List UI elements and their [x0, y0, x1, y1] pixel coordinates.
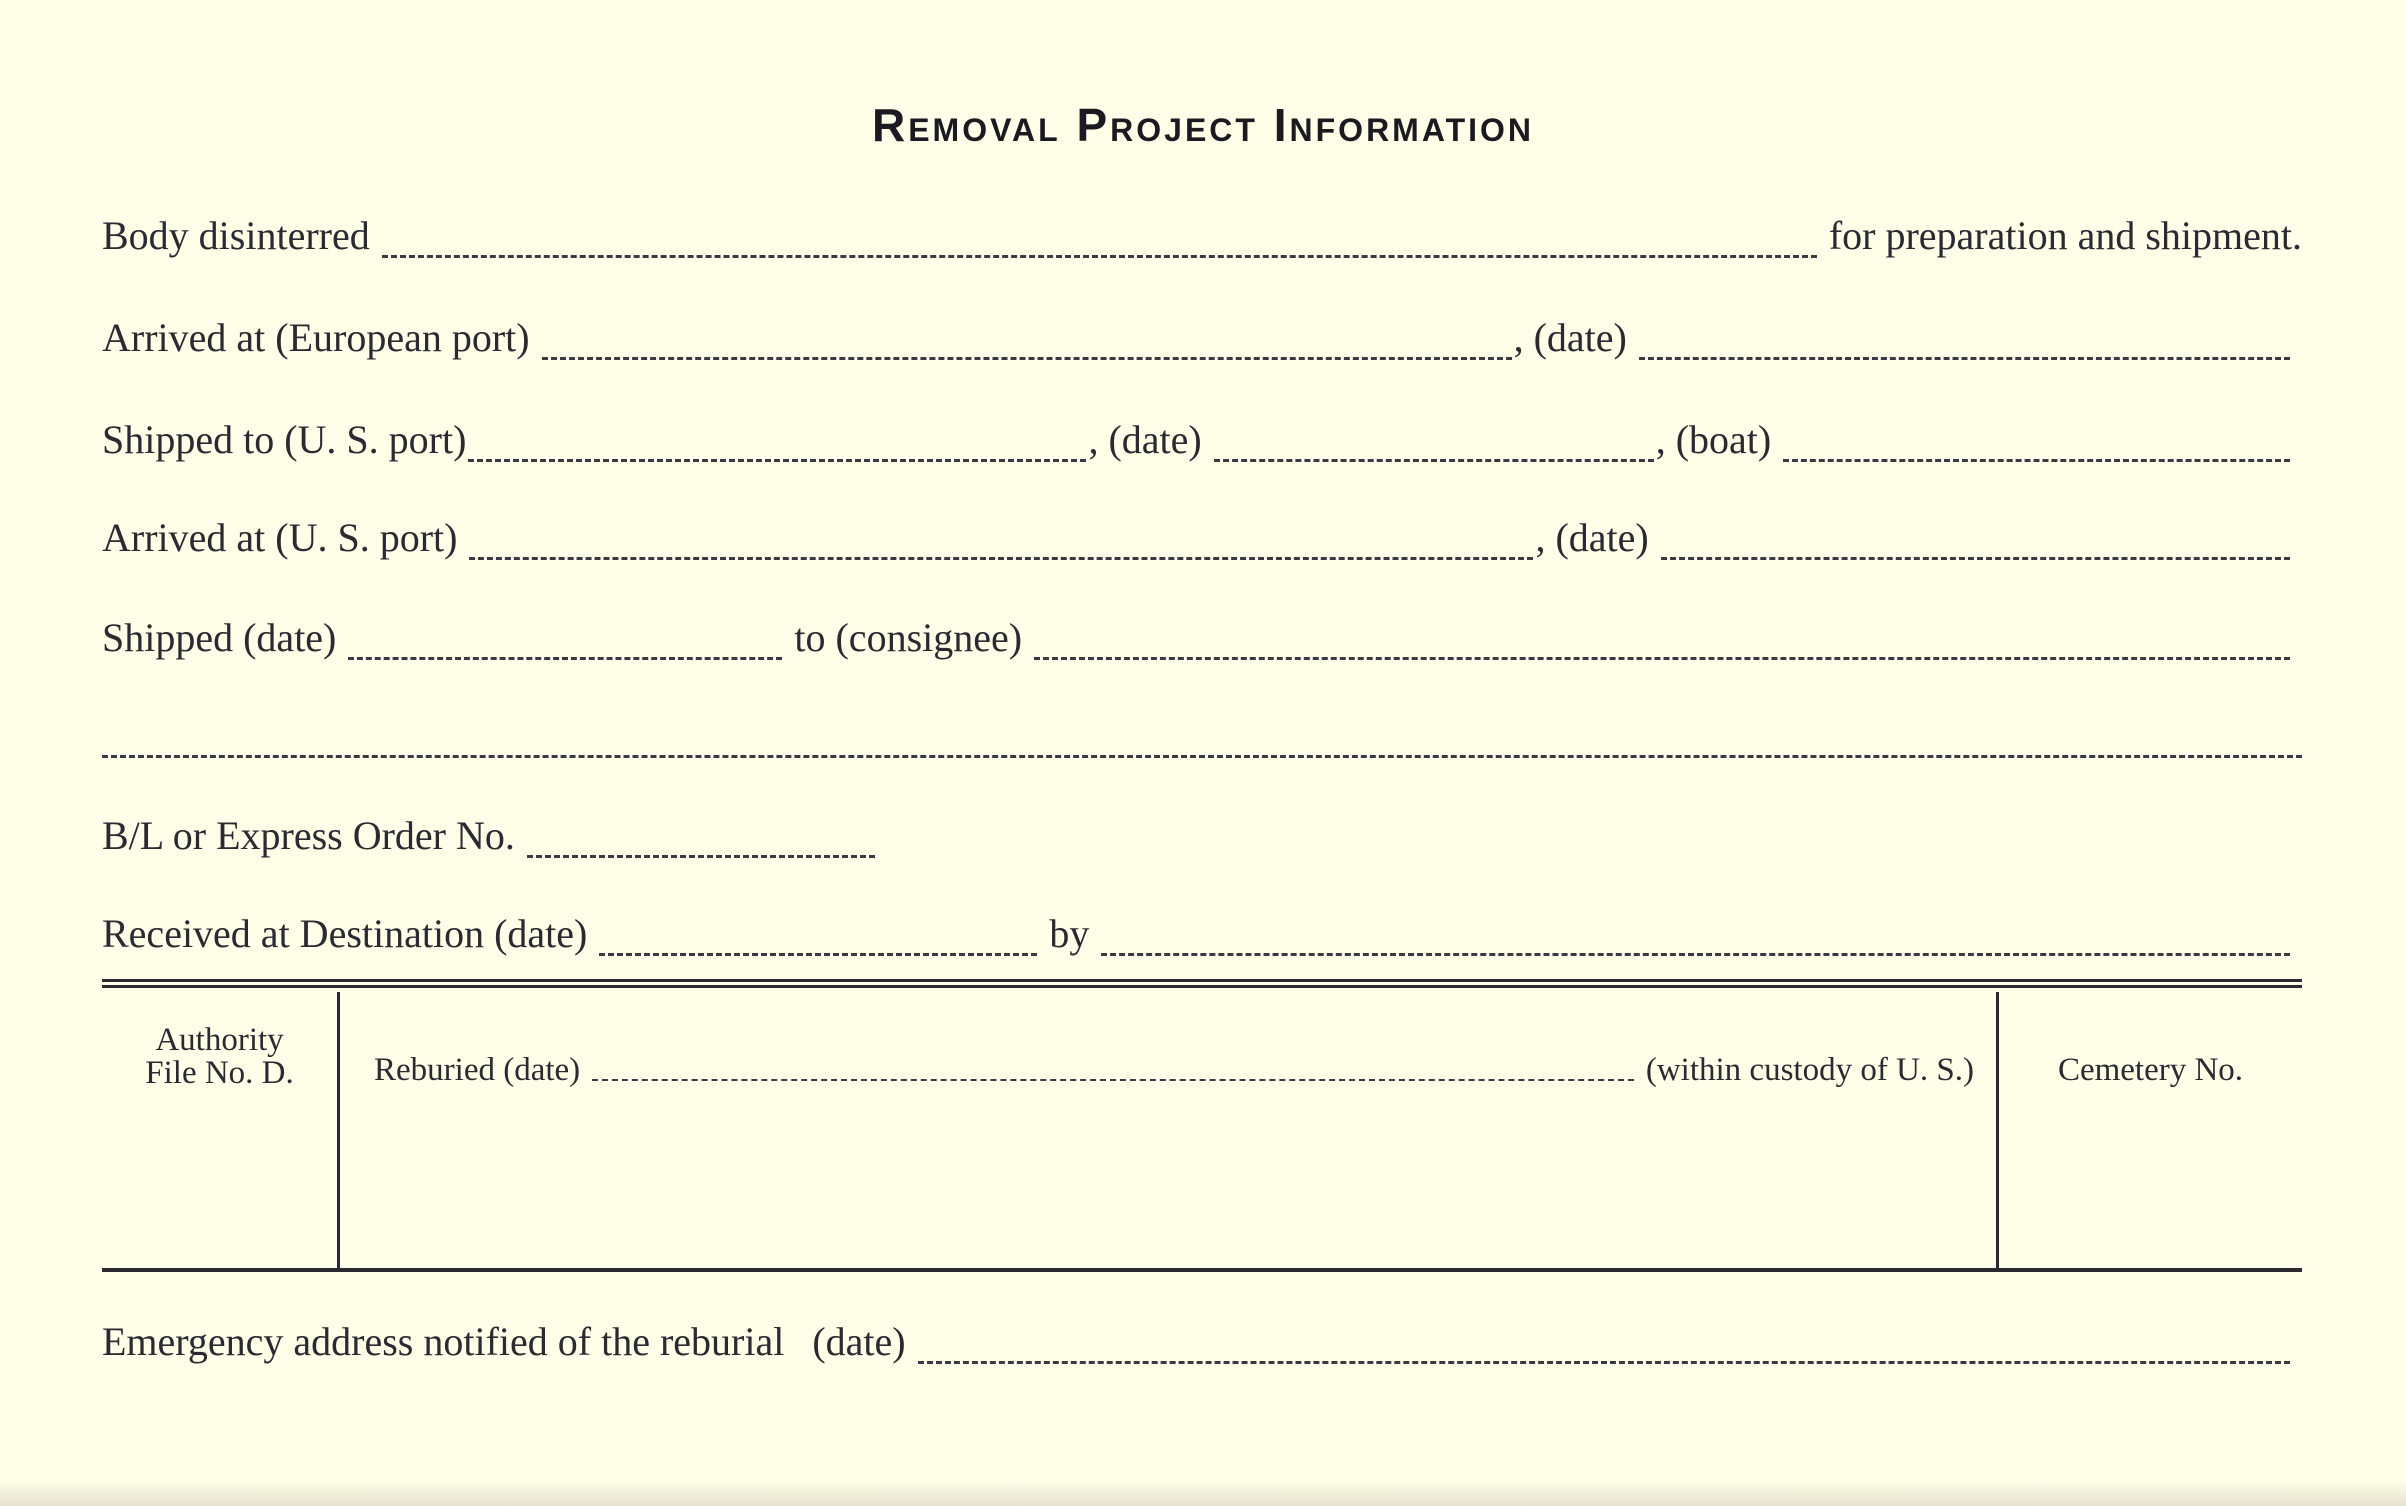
row-shipped-us	[102, 416, 2302, 472]
arrived-european-date-label: , (date)	[1513, 315, 1627, 360]
row-body-disinterred	[102, 212, 2302, 268]
consignee-continued-field[interactable]	[102, 755, 2302, 758]
reburied-label: Reburied (date)	[374, 1052, 581, 1088]
emergency-label: Emergency address notified of the reburial	[102, 1319, 785, 1364]
authority-file-cell[interactable]	[102, 1024, 337, 1090]
card-edge-shadow	[0, 1480, 2406, 1506]
received-label: Received at Destination (date)	[102, 911, 588, 956]
row-consignee-continued	[102, 712, 2302, 768]
shipped-us-port-field[interactable]	[468, 459, 1086, 462]
received-by-label: by	[1049, 911, 1090, 956]
row-received	[102, 910, 2302, 966]
received-by-field[interactable]	[1101, 953, 2290, 956]
reburial-table	[102, 988, 2302, 1270]
arrived-us-date-field[interactable]	[1661, 557, 2290, 560]
row-bl-order	[102, 812, 2302, 868]
body-disinterred-field[interactable]	[382, 255, 1817, 258]
row-shipped-date	[102, 614, 2302, 670]
authority-label: Authority	[155, 1022, 284, 1058]
shipped-date-field[interactable]	[348, 657, 782, 660]
arrived-us-date-label: , (date)	[1535, 515, 1649, 560]
emergency-date-field[interactable]	[918, 1361, 2290, 1364]
cemetery-no-cell[interactable]	[1999, 1052, 2302, 1089]
shipped-us-date-label: , (date)	[1088, 417, 1202, 462]
arrived-european-label: Arrived at (European port)	[102, 315, 530, 360]
received-date-field[interactable]	[599, 953, 1037, 956]
form-title: Removal Project Information	[871, 99, 1535, 151]
shipped-us-date-field[interactable]	[1214, 459, 1654, 462]
column-divider	[337, 992, 340, 1270]
shipped-us-boat-label: , (boat)	[1655, 417, 1772, 462]
bl-order-label: B/L or Express Order No.	[102, 813, 515, 858]
shipped-date-label: Shipped (date)	[102, 615, 337, 660]
shipped-us-label: Shipped to (U. S. port)	[102, 417, 467, 462]
table-bottom-rule	[102, 1268, 2302, 1272]
arrived-european-date-field[interactable]	[1639, 357, 2290, 360]
arrived-us-port-field[interactable]	[469, 557, 1533, 560]
row-emergency	[102, 1318, 2302, 1374]
shipped-us-boat-field[interactable]	[1783, 459, 2290, 462]
reburied-date-field[interactable]	[592, 1079, 1634, 1081]
double-rule-divider	[102, 979, 2302, 988]
emergency-date-label: (date)	[812, 1319, 906, 1364]
custody-label: (within custody of U. S.)	[1645, 1052, 1974, 1088]
column-divider	[1996, 992, 1999, 1270]
consignee-label: to (consignee)	[794, 615, 1023, 660]
row-arrived-european	[102, 314, 2302, 370]
body-disinterred-suffix: for preparation and shipment.	[1828, 213, 2302, 258]
arrived-us-label: Arrived at (U. S. port)	[102, 515, 458, 560]
bl-order-field[interactable]	[527, 855, 875, 858]
reburied-cell	[374, 1052, 1974, 1089]
body-disinterred-label: Body disinterred	[102, 213, 370, 258]
file-no-label: File No. D.	[145, 1055, 294, 1091]
consignee-field[interactable]	[1034, 657, 2290, 660]
arrived-european-port-field[interactable]	[542, 357, 1512, 360]
cemetery-no-label: Cemetery No.	[2057, 1052, 2244, 1088]
row-arrived-us	[102, 514, 2302, 570]
